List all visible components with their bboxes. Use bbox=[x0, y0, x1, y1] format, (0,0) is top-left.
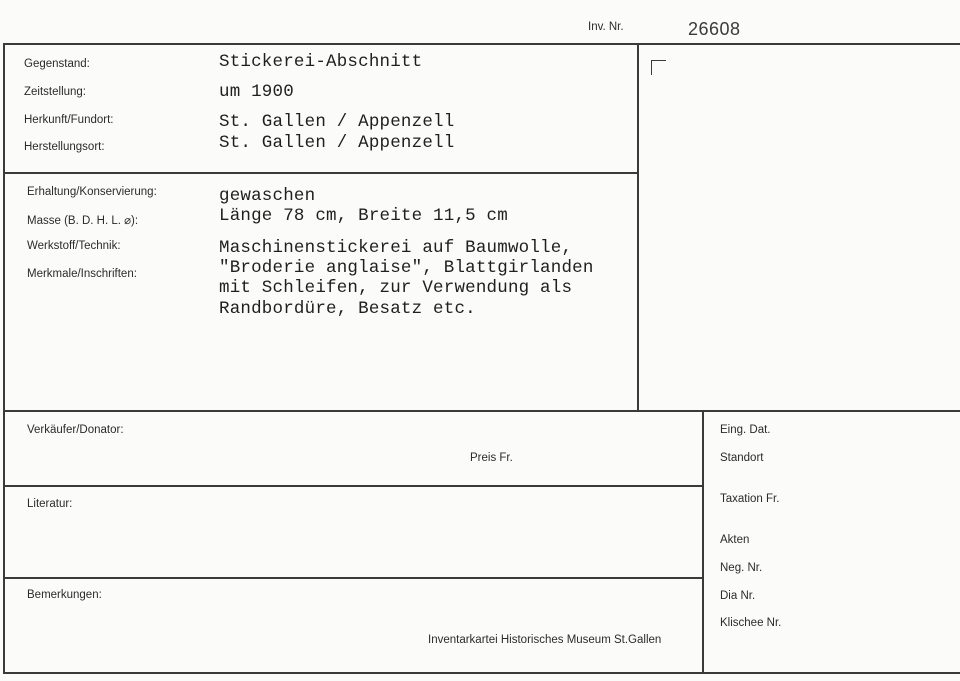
neg-nr-label: Neg. Nr. bbox=[720, 562, 763, 574]
bemerkungen-label: Bemerkungen: bbox=[27, 589, 102, 601]
preis-label: Preis Fr. bbox=[470, 452, 513, 464]
herkunft-value: St. Gallen / Appenzell bbox=[219, 112, 455, 132]
left-border bbox=[3, 43, 5, 673]
herstellungsort-value: St. Gallen / Appenzell bbox=[219, 133, 455, 153]
masse-label: Masse (B. D. H. L. ⌀): bbox=[27, 215, 139, 227]
eing-dat-label: Eing. Dat. bbox=[720, 424, 771, 436]
description-line-2: "Broderie anglaise", Blattgirlanden bbox=[219, 258, 594, 278]
top-rule bbox=[3, 43, 960, 45]
footer-text: Inventarkartei Historisches Museum St.Gallen bbox=[428, 634, 662, 646]
verkaeufer-rule bbox=[3, 485, 703, 487]
akten-label: Akten bbox=[720, 534, 750, 546]
herstellungsort-label: Herstellungsort: bbox=[24, 141, 105, 153]
zeitstellung-label: Zeitstellung: bbox=[24, 86, 87, 98]
zeitstellung-value: um 1900 bbox=[219, 82, 294, 102]
literatur-rule bbox=[3, 577, 703, 579]
corner-mark bbox=[651, 60, 666, 75]
inv-nr-value: 26608 bbox=[688, 19, 741, 39]
description-line-1: Maschinenstickerei auf Baumwolle, bbox=[219, 238, 573, 258]
gegenstand-label: Gegenstand: bbox=[24, 58, 90, 70]
gegenstand-value: Stickerei-Abschnitt bbox=[219, 52, 423, 72]
masse-value: Länge 78 cm, Breite 11,5 cm bbox=[219, 206, 508, 226]
klischee-nr-label: Klischee Nr. bbox=[720, 617, 782, 629]
bottom-rule bbox=[3, 672, 960, 674]
herkunft-label: Herkunft/Fundort: bbox=[24, 114, 114, 126]
object-section-rule bbox=[3, 172, 638, 174]
erhaltung-label: Erhaltung/Konservierung: bbox=[27, 186, 157, 198]
merkmale-label: Merkmale/Inschriften: bbox=[27, 268, 137, 280]
description-line-3: mit Schleifen, zur Verwendung als bbox=[219, 278, 573, 298]
upper-lower-rule bbox=[3, 410, 960, 412]
description-line-4: Randbordüre, Besatz etc. bbox=[219, 299, 476, 319]
literatur-label: Literatur: bbox=[27, 498, 73, 510]
inv-nr-label: Inv. Nr. bbox=[588, 21, 624, 33]
standort-label: Standort bbox=[720, 452, 764, 464]
vertical-divider-lower bbox=[702, 410, 704, 673]
dia-nr-label: Dia Nr. bbox=[720, 590, 756, 602]
verkaeufer-label: Verkäufer/Donator: bbox=[27, 424, 124, 436]
werkstoff-label: Werkstoff/Technik: bbox=[27, 240, 121, 252]
erhaltung-value: gewaschen bbox=[219, 186, 316, 206]
vertical-divider-upper bbox=[637, 43, 639, 411]
taxation-label: Taxation Fr. bbox=[720, 493, 780, 505]
